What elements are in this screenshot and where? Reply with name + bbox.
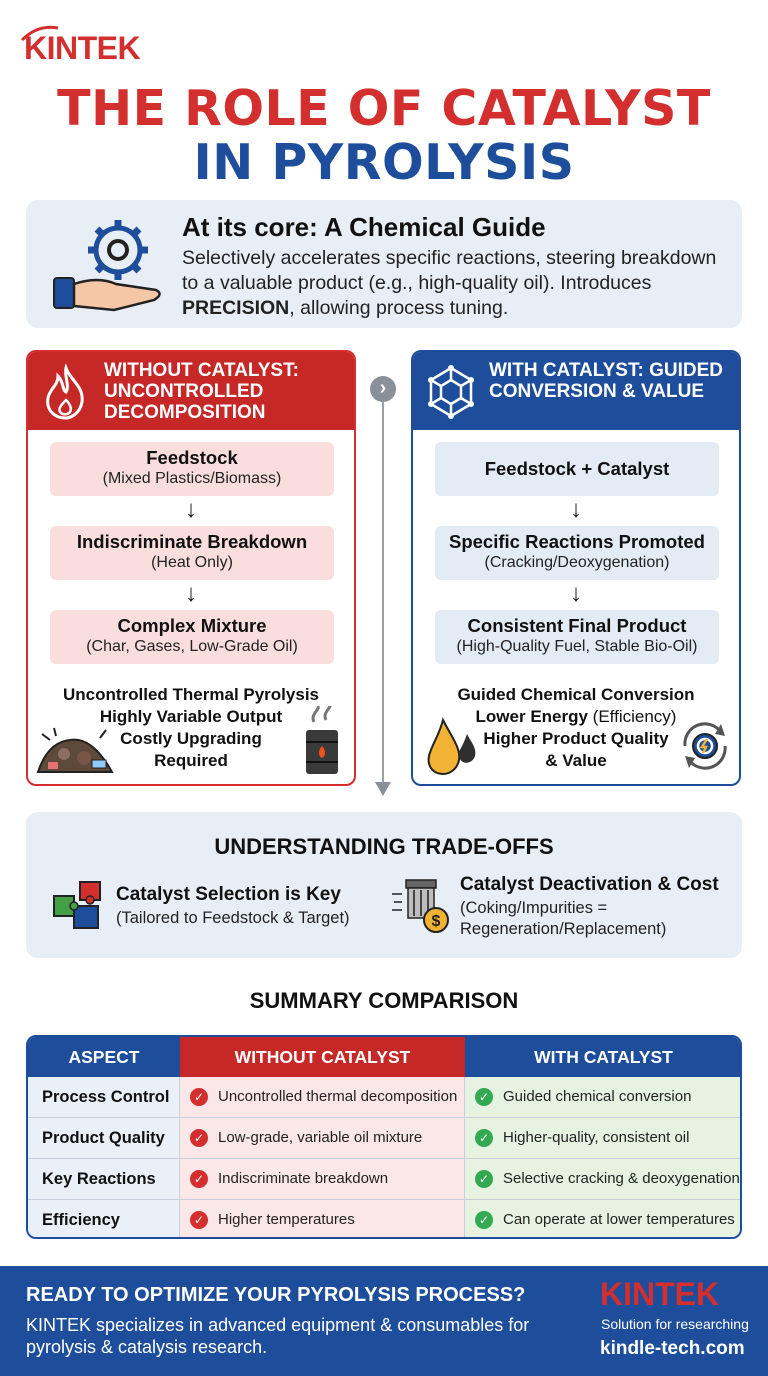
down-arrow-icon: ↓ — [185, 496, 197, 523]
step-complex-mixture: Complex Mixture (Char, Gases, Low-Grade Oil) — [50, 610, 334, 664]
down-arrow-icon: ↓ — [570, 496, 582, 523]
tradeoff-deactivation-title: Catalyst Deactivation & Cost — [460, 874, 719, 895]
oil-barrel-icon — [296, 706, 350, 778]
filter-cost-icon — [390, 874, 452, 936]
kintek-logo[interactable]: KINTEK — [24, 30, 141, 66]
without-catalyst-panel — [26, 350, 356, 786]
check-icon: ✓ — [190, 1211, 208, 1229]
tradeoffs-box — [26, 812, 742, 958]
tradeoff-selection-sub: (Tailored to Feedstock & Target) — [116, 909, 350, 927]
panel-divider — [382, 400, 384, 786]
column-header-without: WITHOUT CATALYST — [180, 1037, 465, 1077]
footer-banner — [0, 1266, 768, 1376]
without-catalyst-header — [28, 352, 354, 430]
table-row: Efficiency ✓ Higher temperatures ✓ Can operate at lower temperatures — [28, 1200, 742, 1239]
tradeoff-selection-title: Catalyst Selection is Key — [116, 884, 341, 905]
core-definition-box — [26, 200, 742, 328]
page-title-line2: IN PYROLYSIS — [193, 134, 575, 191]
footer-tagline: Solution for researching — [601, 1316, 749, 1332]
summary-table — [26, 1035, 742, 1239]
oil-drops-icon — [421, 714, 483, 778]
down-arrow-icon: ↓ — [185, 580, 197, 607]
without-catalyst-heading: WITHOUT CATALYST: UNCONTROLLED DECOMPOSITION — [104, 360, 299, 423]
molecule-lattice-icon — [425, 364, 477, 420]
footer-website-link[interactable]: kindle-tech.com — [600, 1338, 745, 1359]
check-icon: ✓ — [475, 1211, 493, 1229]
step-feedstock: Feedstock (Mixed Plastics/Biomass) — [50, 442, 334, 496]
core-description: Selectively accelerates specific reactions, steering breakdown to a valuable product (e.g., high-quality oil). Introduces PRECISION, allowing process tuning. — [182, 247, 717, 319]
check-icon: ✓ — [190, 1170, 208, 1188]
tradeoff-deactivation-sub: (Coking/Impurities = Regeneration/Replacement) — [460, 899, 667, 938]
efficiency-cycle-icon — [677, 718, 733, 774]
step-consistent-product: Consistent Final Product (High-Quality Fuel, Stable Bio-Oil) — [435, 610, 719, 664]
check-icon: ✓ — [475, 1170, 493, 1188]
without-catalyst-outcomes: Uncontrolled Thermal Pyrolysis Highly Variable Output Costly Upgrading Required — [62, 685, 319, 770]
flame-icon — [40, 364, 92, 420]
with-catalyst-heading: WITH CATALYST: GUIDED CONVERSION & VALUE — [489, 360, 723, 402]
step-indiscriminate-breakdown: Indiscriminate Breakdown (Heat Only) — [50, 526, 334, 580]
core-heading: At its core: A Chemical Guide — [182, 212, 546, 242]
with-catalyst-panel — [411, 350, 741, 786]
footer-kintek-logo[interactable]: KINTEK — [600, 1276, 720, 1312]
check-icon: ✓ — [475, 1088, 493, 1106]
column-header-aspect: ASPECT — [28, 1037, 180, 1077]
with-catalyst-outcomes: Guided Chemical Conversion Lower Energy (Efficiency) Higher Product Quality & Value — [457, 685, 695, 770]
divider-arrowhead-icon — [375, 782, 391, 796]
gear-in-hand-icon — [48, 214, 168, 314]
table-row: Product Quality ✓ Low-grade, variable oil mixture ✓ Higher-quality, consistent oil — [28, 1118, 742, 1158]
table-row: Process Control ✓ Uncontrolled thermal decomposition ✓ Guided chemical conversion — [28, 1077, 742, 1117]
chevron-right-icon: › — [370, 376, 396, 402]
svg-text:$: $ — [431, 913, 441, 930]
footer-description: KINTEK specializes in advanced equipment & consumables for pyrolysis & catalysis research. — [26, 1315, 530, 1357]
step-feedstock-catalyst: Feedstock + Catalyst — [435, 442, 719, 496]
page-title-line1: THE ROLE OF CATALYST — [57, 80, 711, 137]
check-icon: ✓ — [475, 1129, 493, 1147]
check-icon: ✓ — [190, 1129, 208, 1147]
footer-question: READY TO OPTIMIZE YOUR PYROLYSIS PROCESS? — [26, 1284, 526, 1306]
step-specific-reactions: Specific Reactions Promoted (Cracking/Deoxygenation) — [435, 526, 719, 580]
puzzle-icon — [50, 878, 106, 934]
down-arrow-icon: ↓ — [570, 580, 582, 607]
waste-pile-icon — [34, 714, 116, 778]
precision-emphasis: PRECISION — [182, 297, 290, 319]
tradeoffs-heading: UNDERSTANDING TRADE-OFFS — [214, 834, 554, 859]
summary-heading: SUMMARY COMPARISON — [249, 988, 519, 1013]
check-icon: ✓ — [190, 1088, 208, 1106]
column-header-with: WITH CATALYST — [465, 1037, 742, 1077]
table-row: Key Reactions ✓ Indiscriminate breakdown ✓ Selective cracking & deoxygenation — [28, 1159, 742, 1199]
with-catalyst-header — [413, 352, 739, 430]
